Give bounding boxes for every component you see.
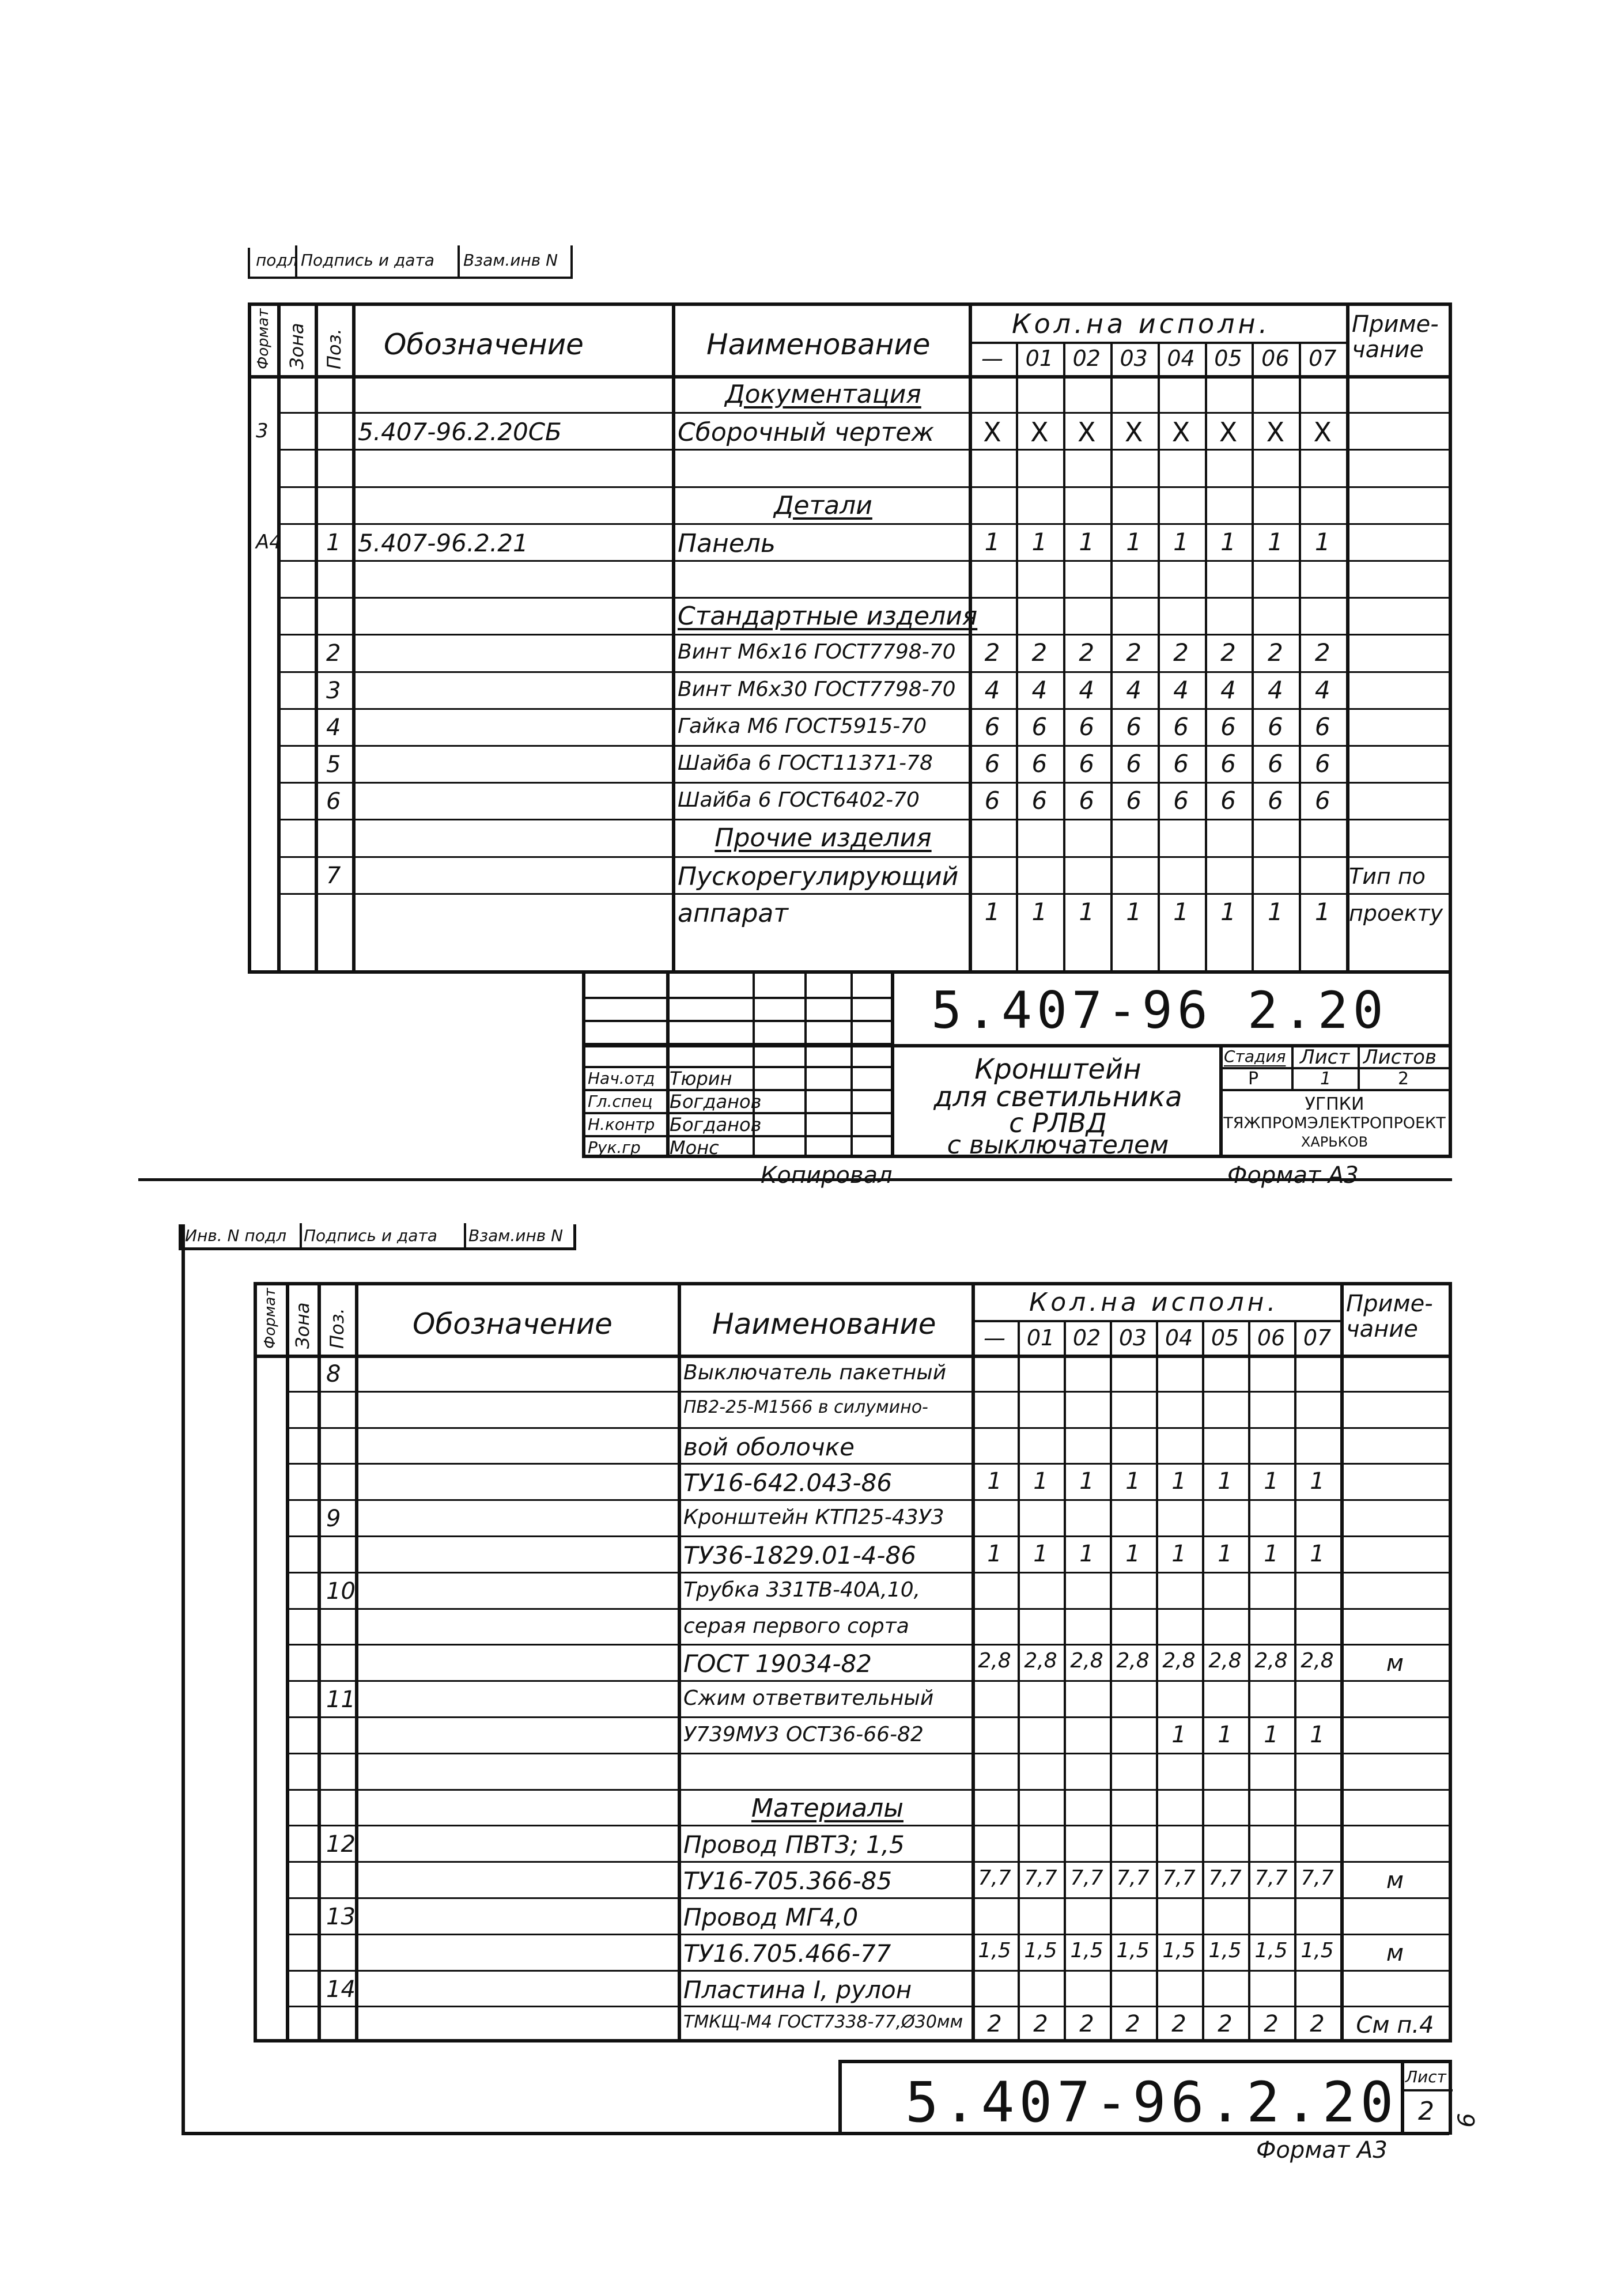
cell-name: Винт М6х16 ГОСТ7798-70 xyxy=(678,640,956,664)
cell-qty: 1 xyxy=(1079,1541,1094,1567)
row-line xyxy=(286,1789,1450,1791)
row-line xyxy=(286,1535,1450,1537)
cell-qty: 1 xyxy=(1220,527,1236,556)
row-line xyxy=(286,1716,1450,1718)
cell-qty: 1 xyxy=(1173,897,1189,926)
cell-pos: 6 xyxy=(326,788,341,815)
cell-qty: X xyxy=(1266,417,1285,448)
cell-qty: 6 xyxy=(1079,750,1095,778)
cell-qty: 1,5 xyxy=(1070,1938,1103,1962)
cell-name: ТУ36-1829.01-4-86 xyxy=(683,1541,917,1569)
cell-name: серая первого сорта xyxy=(683,1614,909,1638)
cell-qty: 1 xyxy=(1126,527,1141,556)
cell-qty: 6 xyxy=(1126,750,1141,778)
hdr2-zone: Зона xyxy=(292,1302,313,1349)
cell-qty: 2 xyxy=(1031,638,1048,667)
cell-qty: 1 xyxy=(1218,1722,1233,1748)
variant-header: — xyxy=(981,346,1003,371)
cell-name: Винт М6х30 ГОСТ7798-70 xyxy=(678,677,956,701)
cell-pos: 1 xyxy=(326,529,341,556)
cell-qty: 1 xyxy=(1173,527,1189,556)
row-line xyxy=(277,856,1450,858)
frame-left-2 xyxy=(182,1224,185,2135)
cell-qty: 4 xyxy=(1079,675,1095,704)
cell-name: ТУ16-642.043-86 xyxy=(683,1469,893,1497)
cell-qty: 6 xyxy=(1220,786,1236,815)
cell-qty: 1,5 xyxy=(1254,1938,1288,1962)
row-line xyxy=(277,486,1450,488)
cell-qty: 7,7 xyxy=(1024,1866,1057,1890)
cell-qty: 1,5 xyxy=(1162,1938,1196,1962)
cell-qty: 2 xyxy=(1218,2011,1233,2038)
cell-name: ТУ16.705.466-77 xyxy=(683,1939,891,1968)
cell-qty: 2 xyxy=(1171,2011,1186,2038)
row-line xyxy=(286,1499,1450,1501)
cell-qty: 2,8 xyxy=(978,1649,1011,1673)
cell-note: проекту xyxy=(1349,900,1443,926)
cell-qty: 1 xyxy=(1220,897,1236,926)
cell-name: ГОСТ 19034-82 xyxy=(683,1650,872,1678)
cell-qty: X xyxy=(1077,417,1096,448)
cell-qty: 1,5 xyxy=(1116,1938,1150,1962)
cell-name: Сжим ответвительный xyxy=(683,1686,934,1711)
cell-qty: 7,7 xyxy=(1254,1866,1288,1890)
row-line xyxy=(277,523,1450,525)
cell-qty: 2,8 xyxy=(1162,1649,1196,1673)
cell-qty: 1 xyxy=(1125,1541,1140,1567)
tb-stage-h: Стадия xyxy=(1224,1047,1286,1066)
variant-header: 07 xyxy=(1303,1325,1332,1351)
tb-person: Тюрин xyxy=(670,1068,732,1090)
tb-sheet-h: Лист xyxy=(1300,1046,1350,1069)
hdr2-qty: Кол.на исполн. xyxy=(1029,1288,1279,1317)
cell-name: Гайка М6 ГОСТ5915-70 xyxy=(678,714,927,738)
cell-pos: 5 xyxy=(326,751,341,778)
cell-qty: 1 xyxy=(1314,897,1330,926)
cell-qty: 4 xyxy=(1126,675,1141,704)
cell-qty: 1 xyxy=(1310,1468,1325,1495)
cell-qty: 6 xyxy=(984,712,1000,741)
cell-qty: 1 xyxy=(1031,897,1048,926)
cell-pos: 3 xyxy=(326,677,341,704)
section-title: Прочие изделия xyxy=(715,823,932,853)
cell-qty: 1 xyxy=(984,897,1000,926)
cell-qty: 6 xyxy=(1126,712,1141,741)
cell-qty: 6 xyxy=(1079,786,1095,815)
title-line-3: с РЛВД xyxy=(1009,1107,1107,1138)
hdr2-name: Наименование xyxy=(712,1307,936,1341)
cell-qty: 4 xyxy=(1267,675,1283,704)
cell-name: Сборочный чертеж xyxy=(678,418,935,448)
cell-name: Шайба 6 ГОСТ11371-78 xyxy=(678,751,933,775)
stamp2-replace: Взам.инв N xyxy=(468,1226,564,1245)
stamp2-sign: Подпись и дата xyxy=(304,1226,437,1245)
stamp-sign: Подпись и дата xyxy=(301,251,434,270)
cell-qty: 6 xyxy=(1126,786,1141,815)
cell-pos: 14 xyxy=(326,1976,356,2003)
cell-qty: 7,7 xyxy=(1116,1866,1150,1890)
cell-pos: 8 xyxy=(326,1361,341,1387)
tb2-sheet-h: Лист xyxy=(1405,2067,1446,2086)
variant-header: 03 xyxy=(1118,1325,1147,1351)
copied-label-1: Копировал xyxy=(761,1162,893,1189)
org-1: УГПКИ xyxy=(1305,1094,1364,1114)
cell-name: ПВ2-25-М1566 в силумино- xyxy=(683,1397,928,1417)
section-title: Документация xyxy=(725,380,921,409)
cell-qty: 1 xyxy=(1126,897,1141,926)
variant-header: 01 xyxy=(1026,1325,1055,1351)
hdr2-format: Формат xyxy=(262,1288,279,1349)
cell-qty: 7,7 xyxy=(1301,1866,1334,1890)
row-line xyxy=(286,1934,1450,1935)
stamp-inv: подл xyxy=(256,251,298,270)
cell-qty: 1 xyxy=(1079,897,1095,926)
cell-qty: X xyxy=(1313,417,1332,448)
org-2: ТЯЖПРОМЭЛЕКТРОПРОЕКТ xyxy=(1223,1114,1446,1132)
cell-qty: 1,5 xyxy=(978,1938,1011,1962)
cell-qty: 2 xyxy=(1267,638,1283,667)
row-line xyxy=(286,1463,1450,1465)
cell-qty: 1 xyxy=(1125,1468,1140,1495)
tb-stage: Р xyxy=(1248,1069,1259,1089)
cell-qty: 6 xyxy=(1031,750,1048,778)
tb-role: Рук.гр xyxy=(588,1138,641,1157)
cell-name: Кронштейн КТП25-43У3 xyxy=(683,1506,944,1530)
variant-header: 05 xyxy=(1214,346,1242,371)
tb-person: Богданов xyxy=(670,1091,762,1113)
tb-sheet: 1 xyxy=(1320,1069,1332,1089)
cell-pos: 7 xyxy=(326,862,341,889)
cell-qty: 1 xyxy=(1314,527,1330,556)
cell-note: м xyxy=(1386,1867,1404,1894)
cell-qty: 2 xyxy=(1264,2011,1279,2038)
cell-qty: 6 xyxy=(1267,786,1283,815)
title-line-1: Кронштейн xyxy=(974,1053,1141,1085)
section-title: Стандартные изделия xyxy=(678,602,978,631)
cell-name: Пластина I, рулон xyxy=(683,1975,912,2004)
cell-qty: X xyxy=(1030,417,1049,448)
cell-pos: 11 xyxy=(326,1686,356,1714)
row-line xyxy=(277,708,1450,710)
cell-qty: 2,8 xyxy=(1254,1649,1288,1673)
cell-name: Панель xyxy=(678,528,776,558)
row-line xyxy=(277,745,1450,747)
cell-qty: 1 xyxy=(1218,1541,1233,1567)
cell-qty: 7,7 xyxy=(978,1866,1011,1890)
cell-qty: 6 xyxy=(1267,750,1283,778)
cell-qty: 1 xyxy=(1079,527,1095,556)
cell-pos: 13 xyxy=(326,1904,356,1930)
cell-qty: 1 xyxy=(1171,1722,1186,1748)
cell-qty: 2,8 xyxy=(1301,1649,1334,1673)
title-block-1 xyxy=(582,974,1452,1158)
row-line xyxy=(286,1897,1450,1899)
page-mark: 9 xyxy=(1451,2113,1479,2128)
hdr2-note: Приме-чание xyxy=(1346,1291,1433,1342)
cell-note: Тип по xyxy=(1349,863,1426,889)
row-line xyxy=(286,1680,1450,1682)
hdr-name: Наименование xyxy=(706,328,931,361)
cell-qty: 2,8 xyxy=(1024,1649,1057,1673)
cell-name: ТУ16-705.366-85 xyxy=(683,1867,893,1896)
cell-pos: 9 xyxy=(326,1506,341,1533)
cell-qty: X xyxy=(1171,417,1190,448)
cell-qty: 2 xyxy=(1126,638,1141,667)
cell-qty: 1 xyxy=(1033,1541,1048,1567)
tb2-sheet: 2 xyxy=(1418,2097,1434,2126)
cell-qty: 1 xyxy=(1218,1468,1233,1495)
doc-code-1: 5.407-96 2.20 xyxy=(931,981,1388,1040)
cell-qty: 2 xyxy=(1033,2011,1048,2038)
cell-note: См п.4 xyxy=(1356,2012,1434,2039)
stamp2-inv: Инв. N подл xyxy=(185,1226,287,1245)
cell-qty: 1 xyxy=(1171,1541,1186,1567)
tb-role: Нач.отд xyxy=(588,1069,655,1088)
row-line xyxy=(286,1825,1450,1826)
row-line xyxy=(286,2006,1450,2007)
spec-table-1 xyxy=(248,302,1452,974)
row-line xyxy=(286,1608,1450,1610)
cell-qty: 4 xyxy=(1314,675,1330,704)
cell-name: Провод МГ4,0 xyxy=(683,1903,859,1931)
row-line xyxy=(277,819,1450,820)
cell-qty: 6 xyxy=(1173,750,1189,778)
variant-header: 02 xyxy=(1072,1325,1101,1351)
cell-qty: 6 xyxy=(984,750,1000,778)
variant-header: 07 xyxy=(1309,346,1337,371)
variant-header: 01 xyxy=(1025,346,1054,371)
cell-format: А4 xyxy=(256,530,282,554)
row-line xyxy=(286,1861,1450,1863)
cell-designation: 5.407-96.2.20СБ xyxy=(358,418,562,447)
cell-qty: 1 xyxy=(1267,897,1283,926)
hdr-zone: Зона xyxy=(286,323,308,369)
cell-format: 3 xyxy=(256,419,269,443)
cell-qty: 2,8 xyxy=(1208,1649,1242,1673)
cell-qty: 6 xyxy=(1267,712,1283,741)
stamp-strip-2 xyxy=(179,1224,576,1250)
cell-qty: 1,5 xyxy=(1024,1938,1057,1962)
title-line-2: для светильника xyxy=(933,1081,1182,1113)
cell-qty: 1 xyxy=(1264,1468,1279,1495)
cell-pos: 10 xyxy=(326,1578,356,1605)
cell-qty: 6 xyxy=(1314,750,1330,778)
hdr-qty: Кол.на исполн. xyxy=(1012,308,1271,339)
hdr-designation: Обозначение xyxy=(384,328,584,361)
row-line xyxy=(286,1970,1450,1972)
doc-code-2: 5.407-96.2.20 xyxy=(905,2070,1398,2135)
row-line xyxy=(277,597,1450,599)
tb-role: Гл.спец xyxy=(588,1092,653,1111)
cell-qty: 1 xyxy=(1264,1722,1279,1748)
cell-qty: 6 xyxy=(984,786,1000,815)
row-line xyxy=(286,1753,1450,1754)
cell-qty: 6 xyxy=(1031,786,1048,815)
row-line xyxy=(277,893,1450,895)
hdr-format: Формат xyxy=(255,308,272,369)
variant-header: 06 xyxy=(1257,1325,1286,1351)
tb-person: Монс xyxy=(670,1137,719,1159)
variant-header: — xyxy=(984,1325,1005,1351)
cell-qty: 1 xyxy=(1267,527,1283,556)
cell-qty: 6 xyxy=(1031,712,1048,741)
cell-name: Шайба 6 ГОСТ6402-70 xyxy=(678,788,920,812)
cell-qty: 1 xyxy=(1079,1468,1094,1495)
cell-qty: 2 xyxy=(1173,638,1189,667)
cell-qty: 6 xyxy=(1079,712,1095,741)
cell-qty: 1 xyxy=(1264,1541,1279,1567)
cell-qty: X xyxy=(1219,417,1238,448)
cell-name: вой оболочке xyxy=(683,1432,855,1461)
hdr-note: Приме-чание xyxy=(1352,311,1439,363)
cell-qty: 2 xyxy=(987,2011,1002,2038)
hdr2-pos: Поз. xyxy=(326,1308,348,1349)
tb-role: Н.контр xyxy=(588,1115,655,1134)
row-line xyxy=(286,1572,1450,1573)
variant-header: 06 xyxy=(1261,346,1290,371)
title-block-2 xyxy=(838,2060,1452,2135)
cell-qty: X xyxy=(1124,417,1143,448)
cell-name: ТМКЩ-М4 ГОСТ7338-77,Ø30мм xyxy=(683,2012,963,2033)
cell-name: Трубка 331ТВ-40А,10, xyxy=(683,1578,921,1602)
cell-qty: 1 xyxy=(1310,1722,1325,1748)
title-line-4: с выключателем xyxy=(947,1130,1169,1160)
cell-qty: 2 xyxy=(1310,2011,1325,2038)
row-line xyxy=(277,782,1450,784)
section-title: Детали xyxy=(774,490,872,520)
cell-qty: 7,7 xyxy=(1162,1866,1196,1890)
cell-qty: 7,7 xyxy=(1208,1866,1242,1890)
cell-name: Провод ПВТ3; 1,5 xyxy=(683,1830,905,1859)
spec-table-2 xyxy=(254,1282,1452,2042)
cell-name: Выключатель пакетный xyxy=(683,1361,947,1385)
cell-qty: 4 xyxy=(1173,675,1189,704)
cell-qty: 2 xyxy=(1079,638,1095,667)
cell-qty: 6 xyxy=(1173,786,1189,815)
cell-qty: 2 xyxy=(1220,638,1236,667)
row-line xyxy=(277,412,1450,414)
row-line xyxy=(277,634,1450,636)
cell-qty: 1,5 xyxy=(1301,1938,1334,1962)
cell-qty: 6 xyxy=(1314,712,1330,741)
cell-qty: 4 xyxy=(984,675,1000,704)
org-3: ХАРЬКОВ xyxy=(1301,1134,1369,1150)
cell-qty: 2 xyxy=(1125,2011,1140,2038)
cell-pos: 2 xyxy=(326,640,341,667)
cell-pos: 12 xyxy=(326,1831,356,1858)
tb-sheets: 2 xyxy=(1398,1069,1409,1089)
cell-qty: 6 xyxy=(1220,750,1236,778)
variant-header: 04 xyxy=(1167,346,1195,371)
section-title: Материалы xyxy=(751,1793,903,1823)
cell-note: м xyxy=(1386,1939,1404,1966)
cell-qty: 2,8 xyxy=(1070,1649,1103,1673)
row-line xyxy=(277,449,1450,451)
cell-name: Пускорегулирующий xyxy=(678,861,959,891)
cell-qty: 6 xyxy=(1173,712,1189,741)
cell-qty: 2 xyxy=(1314,638,1330,667)
tb-person: Богданов xyxy=(670,1114,762,1136)
cell-qty: 1 xyxy=(1310,1541,1325,1567)
variant-header: 02 xyxy=(1072,346,1101,371)
cell-qty: 2 xyxy=(984,638,1000,667)
cell-qty: 1 xyxy=(1031,527,1048,556)
cell-qty: 1 xyxy=(987,1541,1002,1567)
cell-qty: 1 xyxy=(1033,1468,1048,1495)
cell-qty: X xyxy=(983,417,1001,448)
row-line xyxy=(277,560,1450,562)
cell-qty: 2 xyxy=(1079,2011,1094,2038)
row-line xyxy=(286,1391,1450,1393)
hdr-pos: Поз. xyxy=(323,328,345,369)
tb-sheets-h: Листов xyxy=(1363,1046,1437,1069)
row-line xyxy=(286,1427,1450,1429)
cell-qty: 1 xyxy=(984,527,1000,556)
cell-qty: 6 xyxy=(1220,712,1236,741)
format-label-2: Формат А3 xyxy=(1256,2137,1388,2163)
cell-qty: 1,5 xyxy=(1208,1938,1242,1962)
cell-pos: 4 xyxy=(326,714,341,741)
variant-header: 03 xyxy=(1120,346,1148,371)
cell-qty: 1 xyxy=(987,1468,1002,1495)
cell-note: м xyxy=(1386,1650,1404,1677)
variant-header: 05 xyxy=(1211,1325,1239,1351)
cell-name: У739МУ3 ОСТ36-66-82 xyxy=(683,1723,924,1746)
stamp-strip-top xyxy=(248,248,573,279)
cell-qty: 7,7 xyxy=(1070,1866,1103,1890)
variant-header: 04 xyxy=(1165,1325,1193,1351)
format-label-1: Формат А3 xyxy=(1227,1162,1359,1189)
cell-designation: 5.407-96.2.21 xyxy=(358,528,528,557)
stamp-replace: Взам.инв N xyxy=(463,251,558,270)
row-line xyxy=(286,1644,1450,1646)
cell-qty: 2,8 xyxy=(1116,1649,1150,1673)
cell-qty: 4 xyxy=(1220,675,1236,704)
row-line xyxy=(277,671,1450,673)
hdr2-designation: Обозначение xyxy=(413,1307,613,1341)
cell-qty: 6 xyxy=(1314,786,1330,815)
cell-qty: 1 xyxy=(1171,1468,1186,1495)
cell-name: аппарат xyxy=(678,898,788,928)
cell-qty: 4 xyxy=(1031,675,1048,704)
